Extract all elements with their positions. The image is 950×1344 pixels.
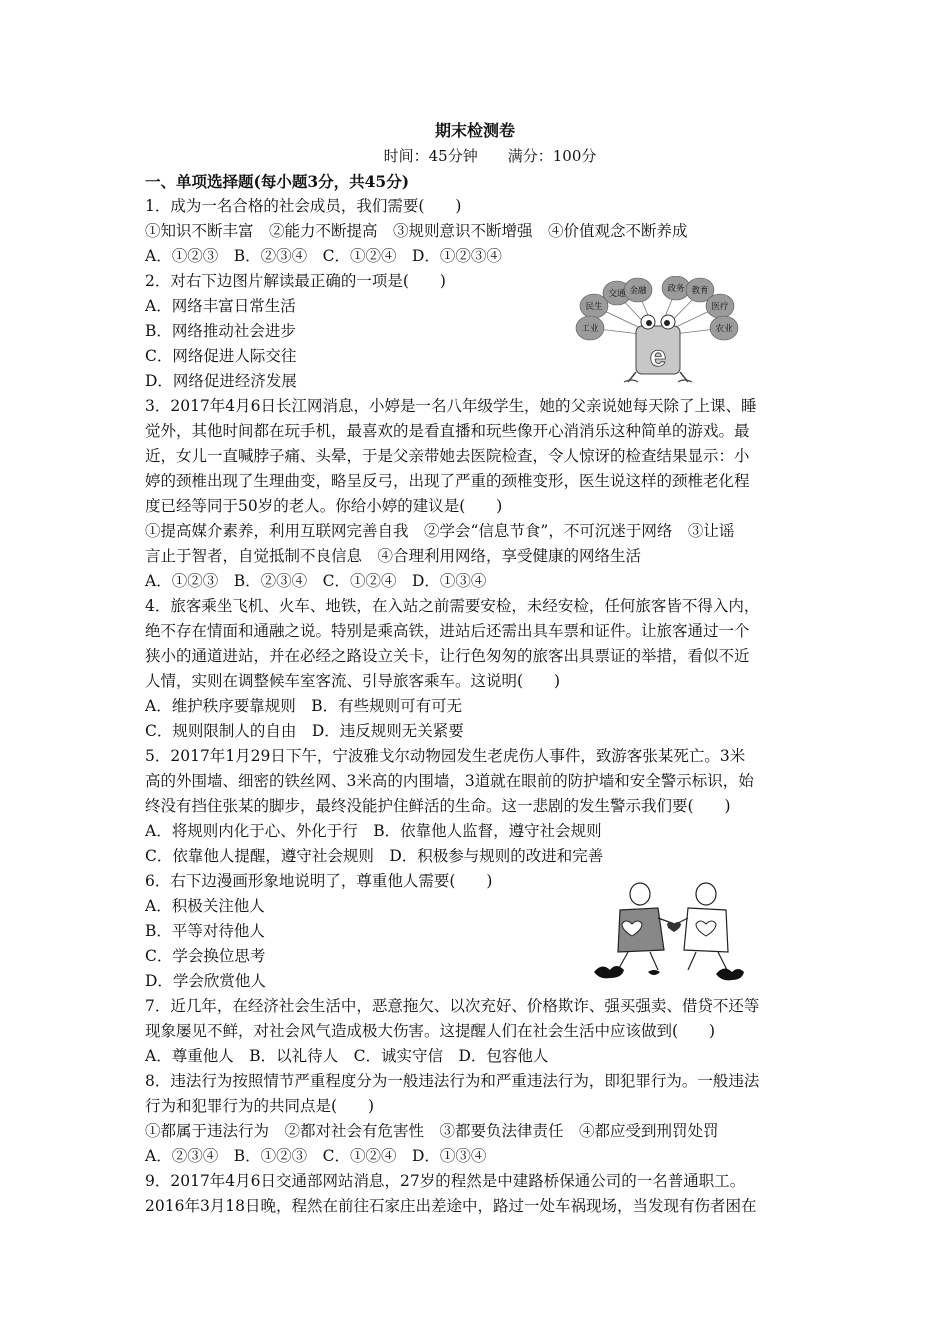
- question-line: 近，女儿一直喊脖子痛、头晕，于是父亲带她去医院检查，令人惊讶的检查结果显示：小: [145, 447, 750, 465]
- page-title: 期末检测卷: [434, 121, 515, 140]
- question-line: 高的外围墙、细密的铁丝网、3米高的内围墙，3道就在眼前的防护墙和安全警示标识，始: [145, 772, 754, 790]
- balloon-label: 政务: [667, 283, 685, 293]
- question-line: A．尊重他人 B．以礼待人 C．诚实守信 D．包容他人: [145, 1047, 549, 1065]
- balloon-label: 工业: [581, 323, 599, 333]
- balloon-label: 交通: [608, 288, 626, 298]
- exam-meta: 时间：45分钟 满分：100分: [383, 147, 597, 165]
- question-line: 5．2017年1月29日下午，宁波雅戈尔动物园发生老虎伤人事件，致游客张某死亡。3米: [145, 747, 746, 765]
- balloon-label: 金融: [629, 285, 647, 295]
- question-line: ①知识不断丰富 ②能力不断提高 ③规则意识不断增强 ④价值观念不断养成: [145, 222, 688, 240]
- question-line: ①都属于违法行为 ②都对社会有危害性 ③都要负法律责任 ④都应受到刑罚处罚: [145, 1122, 719, 1140]
- question-line: D．学会欣赏他人: [145, 972, 266, 990]
- question-line: B．平等对待他人: [145, 922, 265, 940]
- question-line: 6．右下边漫画形象地说明了，尊重他人需要( ): [145, 872, 493, 890]
- question-line: 绝不存在情面和通融之说。特别是乘高铁，进站后还需出具车票和证件。让旅客通过一个: [145, 622, 750, 640]
- balloon-label: 农业: [715, 323, 733, 333]
- question-line: 觉外，其他时间都在玩手机，最喜欢的是看直播和玩些像开心消消乐这种简单的游戏。最: [145, 422, 750, 440]
- balloon-label: 教育: [691, 285, 709, 295]
- question-line: 3．2017年4月6日长江网消息，小婷是一名八年级学生，她的父亲说她每天除了上课、睡: [145, 397, 757, 415]
- question-line: C．网络促进人际交往: [145, 347, 297, 365]
- question-line: A．维护秩序要靠规则 B．有些规则可有可无: [145, 697, 463, 715]
- question-line: C．学会换位思考: [145, 947, 266, 965]
- question-line: 4．旅客乘坐飞机、火车、地铁，在入站之前需要安检，未经安检，任何旅客皆不得入内，: [145, 597, 760, 615]
- question-line: 婷的颈椎出现了生理曲变，略呈反弓，出现了严重的颈椎变形，医生说这样的颈椎老化程: [145, 472, 750, 490]
- question-line: 2016年3月18日晚，程然在前往石家庄出差途中，路过一处车祸现场，当发现有伤者困在: [145, 1197, 757, 1215]
- question-line: 1．成为一名合格的社会成员，我们需要( ): [145, 197, 462, 215]
- question-line: C．规则限制人的自由 D．违反规则无关紧要: [145, 722, 464, 740]
- question-line: A．将规则内化于心、外化于行 B．依靠他人监督，遵守社会规则: [145, 822, 602, 840]
- e-letter: e: [649, 340, 667, 373]
- question-line: A．①②③ B．②③④ C．①②④ D．①③④: [145, 572, 487, 590]
- question-line: 行为和犯罪行为的共同点是( ): [145, 1097, 375, 1115]
- question-line: C．依靠他人提醒，遵守社会规则 D．积极参与规则的改进和完善: [145, 847, 604, 865]
- question-line: A．①②③ B．②③④ C．①②④ D．①②③④: [145, 247, 502, 265]
- internet-balloons-figure: [572, 276, 742, 388]
- respect-cartoon-figure: [588, 880, 758, 982]
- question-line: 狭小的通道进站，并在必经之路设立关卡，让行色匆匆的旅客出具票证的举措，看似不近: [145, 647, 750, 665]
- question-line: 人情，实则在调整候车室客流、引导旅客乘车。这说明( ): [145, 672, 561, 690]
- question-line: A．网络丰富日常生活: [145, 297, 296, 315]
- question-line: 度已经等同于50岁的老人。你给小婷的建议是( ): [145, 497, 503, 515]
- question-line: D．网络促进经济发展: [145, 372, 297, 390]
- question-line: B．网络推动社会进步: [145, 322, 296, 340]
- question-line: 现象屡见不鲜，对社会风气造成极大伤害。这提醒人们在社会生活中应该做到( ): [145, 1022, 716, 1040]
- question-line: ①提高媒介素养，利用互联网完善自我 ②学会“信息节食”，不可沉迷于网络 ③让谣: [145, 522, 735, 540]
- question-line: 终没有挡住张某的脚步，最终没能护住鲜活的生命。这一悲剧的发生警示我们要( ): [145, 797, 731, 815]
- balloon-label: 民生: [585, 301, 603, 311]
- section-heading: 一、单项选择题(每小题3分，共45分): [145, 172, 410, 191]
- question-line: A．②③④ B．①②③ C．①②④ D．①③④: [145, 1147, 487, 1165]
- question-line: 言止于智者，自觉抵制不良信息 ④合理利用网络，享受健康的网络生活: [145, 547, 642, 565]
- question-line: 8．违法行为按照情节严重程度分为一般违法行为和严重违法行为，即犯罪行为。一般违法: [145, 1072, 760, 1090]
- question-line: 2．对右下边图片解读最正确的一项是( ): [145, 272, 446, 290]
- balloon-label: 医疗: [711, 301, 729, 311]
- question-line: A．积极关注他人: [145, 897, 265, 915]
- question-line: 9．2017年4月6日交通部网站消息，27岁的程然是中建路桥保通公司的一名普通职工。: [145, 1172, 746, 1190]
- question-line: 7．近几年，在经济社会生活中，恶意拖欠、以次充好、价格欺诈、强买强卖、借贷不还等: [145, 997, 760, 1015]
